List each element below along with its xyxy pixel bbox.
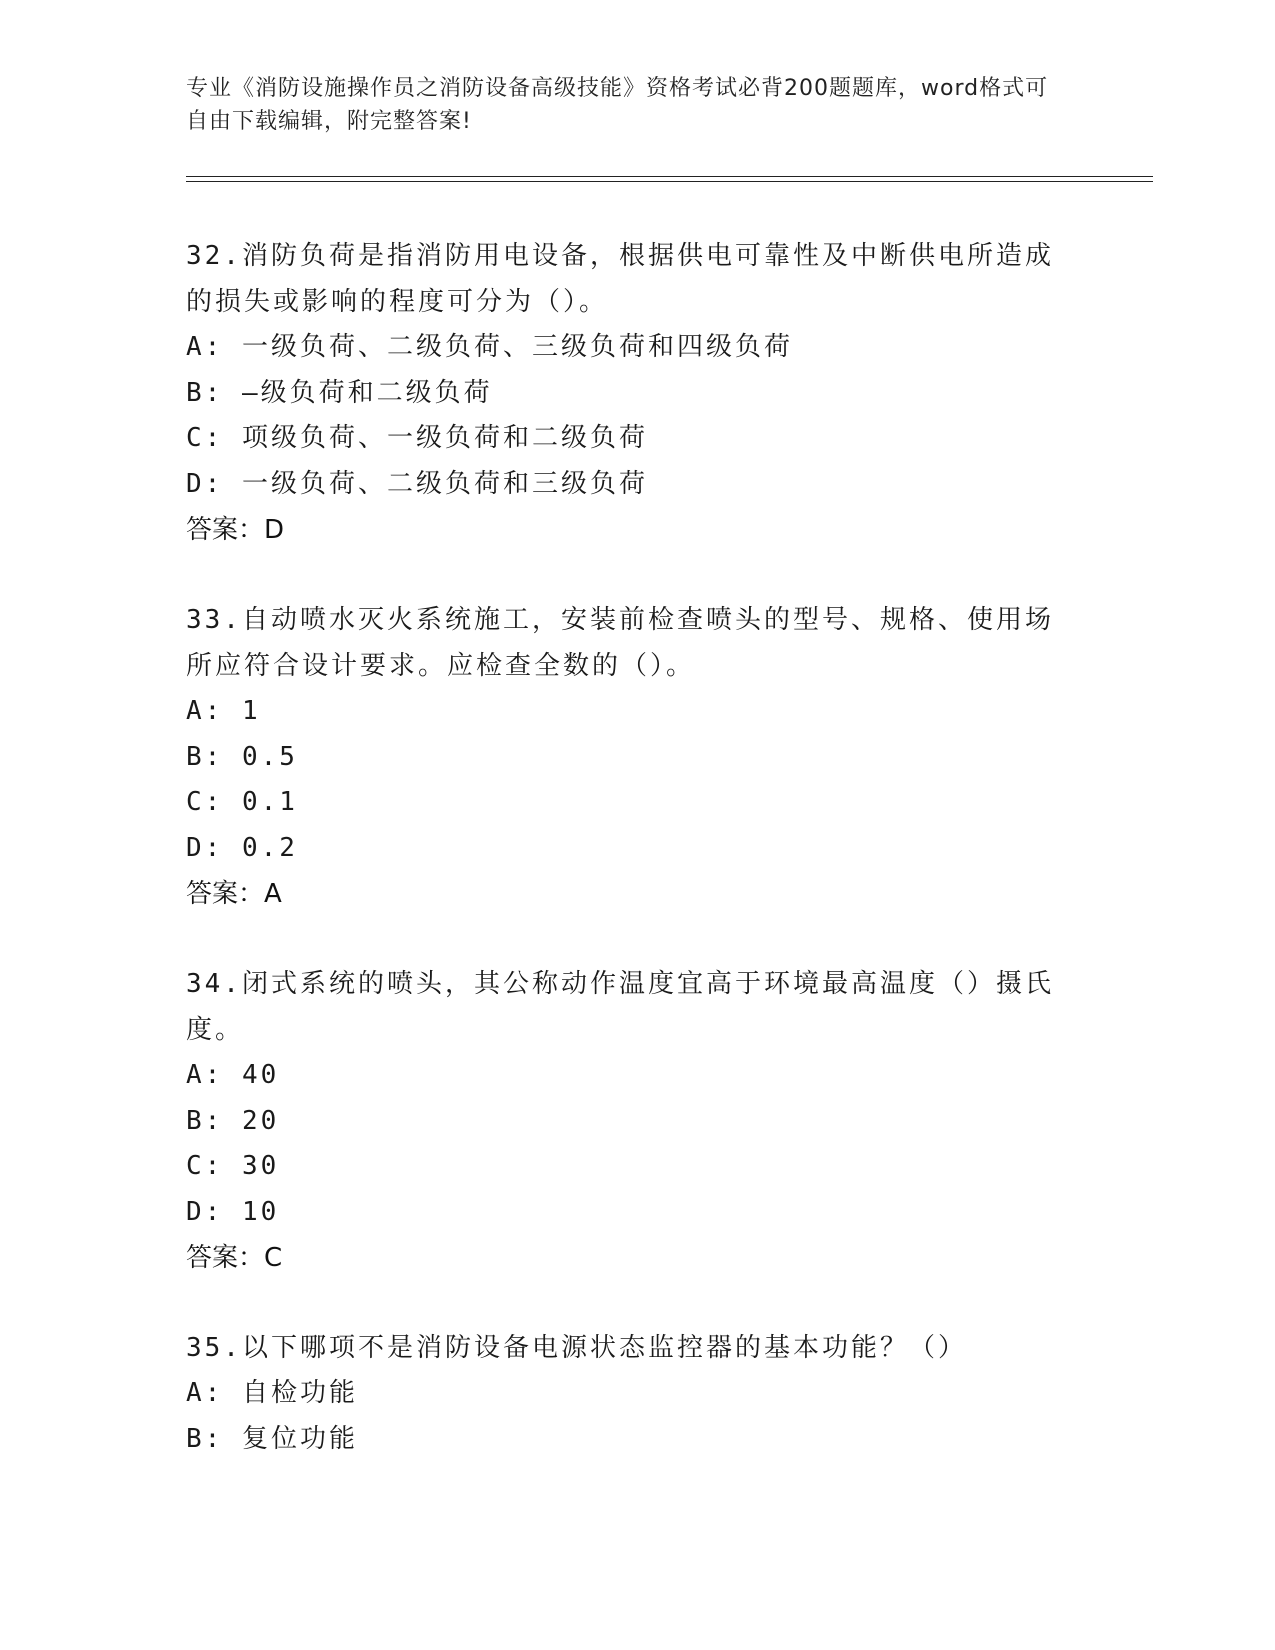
question-32 — [186, 233, 1076, 553]
question-stem: 33.自动喷水灭火系统施工，安装前检查喷头的型号、规格、使用场所应符合设计要求。应检查全数的（）。 — [186, 605, 1054, 681]
option-a: A: 40 — [186, 1060, 280, 1090]
question-34 — [186, 961, 1076, 1281]
option-d: D: 0.2 — [186, 832, 298, 863]
question-stem: 34.闭式系统的喷头，其公称动作温度宜高于环境最高温度（）摄氏度。 — [186, 969, 1054, 1045]
answer: 答案：D — [186, 515, 285, 545]
question-stem: 32.消防负荷是指消防用电设备，根据供电可靠性及中断供电所造成的损失或影响的程度可分为（）。 — [186, 241, 1054, 317]
option-c: C: 0.1 — [186, 787, 298, 817]
option-b: B: 0.5 — [186, 741, 298, 772]
option-a: A: 一级负荷、二级负荷、三级负荷和四级负荷 — [186, 332, 793, 362]
header-divider-top — [186, 176, 1153, 177]
option-b: B: —级负荷和二级负荷 — [186, 377, 493, 408]
document-header: 专业《消防设施操作员之消防设备高级技能》资格考试必背200题题库，word格式可自由下载编辑，附完整答案! — [186, 76, 1049, 134]
option-a: A: 自检功能 — [186, 1378, 358, 1408]
question-33 — [186, 597, 1076, 917]
option-c: C: 项级负荷、一级负荷和二级负荷 — [186, 423, 648, 453]
option-a: A: 1 — [186, 696, 261, 726]
option-c: C: 30 — [186, 1151, 280, 1181]
answer: 答案：C — [186, 1243, 283, 1273]
question-stem: 35.以下哪项不是消防设备电源状态监控器的基本功能？（） — [186, 1333, 967, 1363]
answer: 答案：A — [186, 879, 282, 909]
option-d: D: 一级负荷、二级负荷和三级负荷 — [186, 468, 648, 499]
option-b: B: 20 — [186, 1105, 280, 1136]
option-d: D: 10 — [186, 1196, 280, 1227]
question-35 — [186, 1325, 1076, 1462]
option-b: B: 复位功能 — [186, 1423, 358, 1454]
header-divider-bottom — [186, 181, 1153, 182]
